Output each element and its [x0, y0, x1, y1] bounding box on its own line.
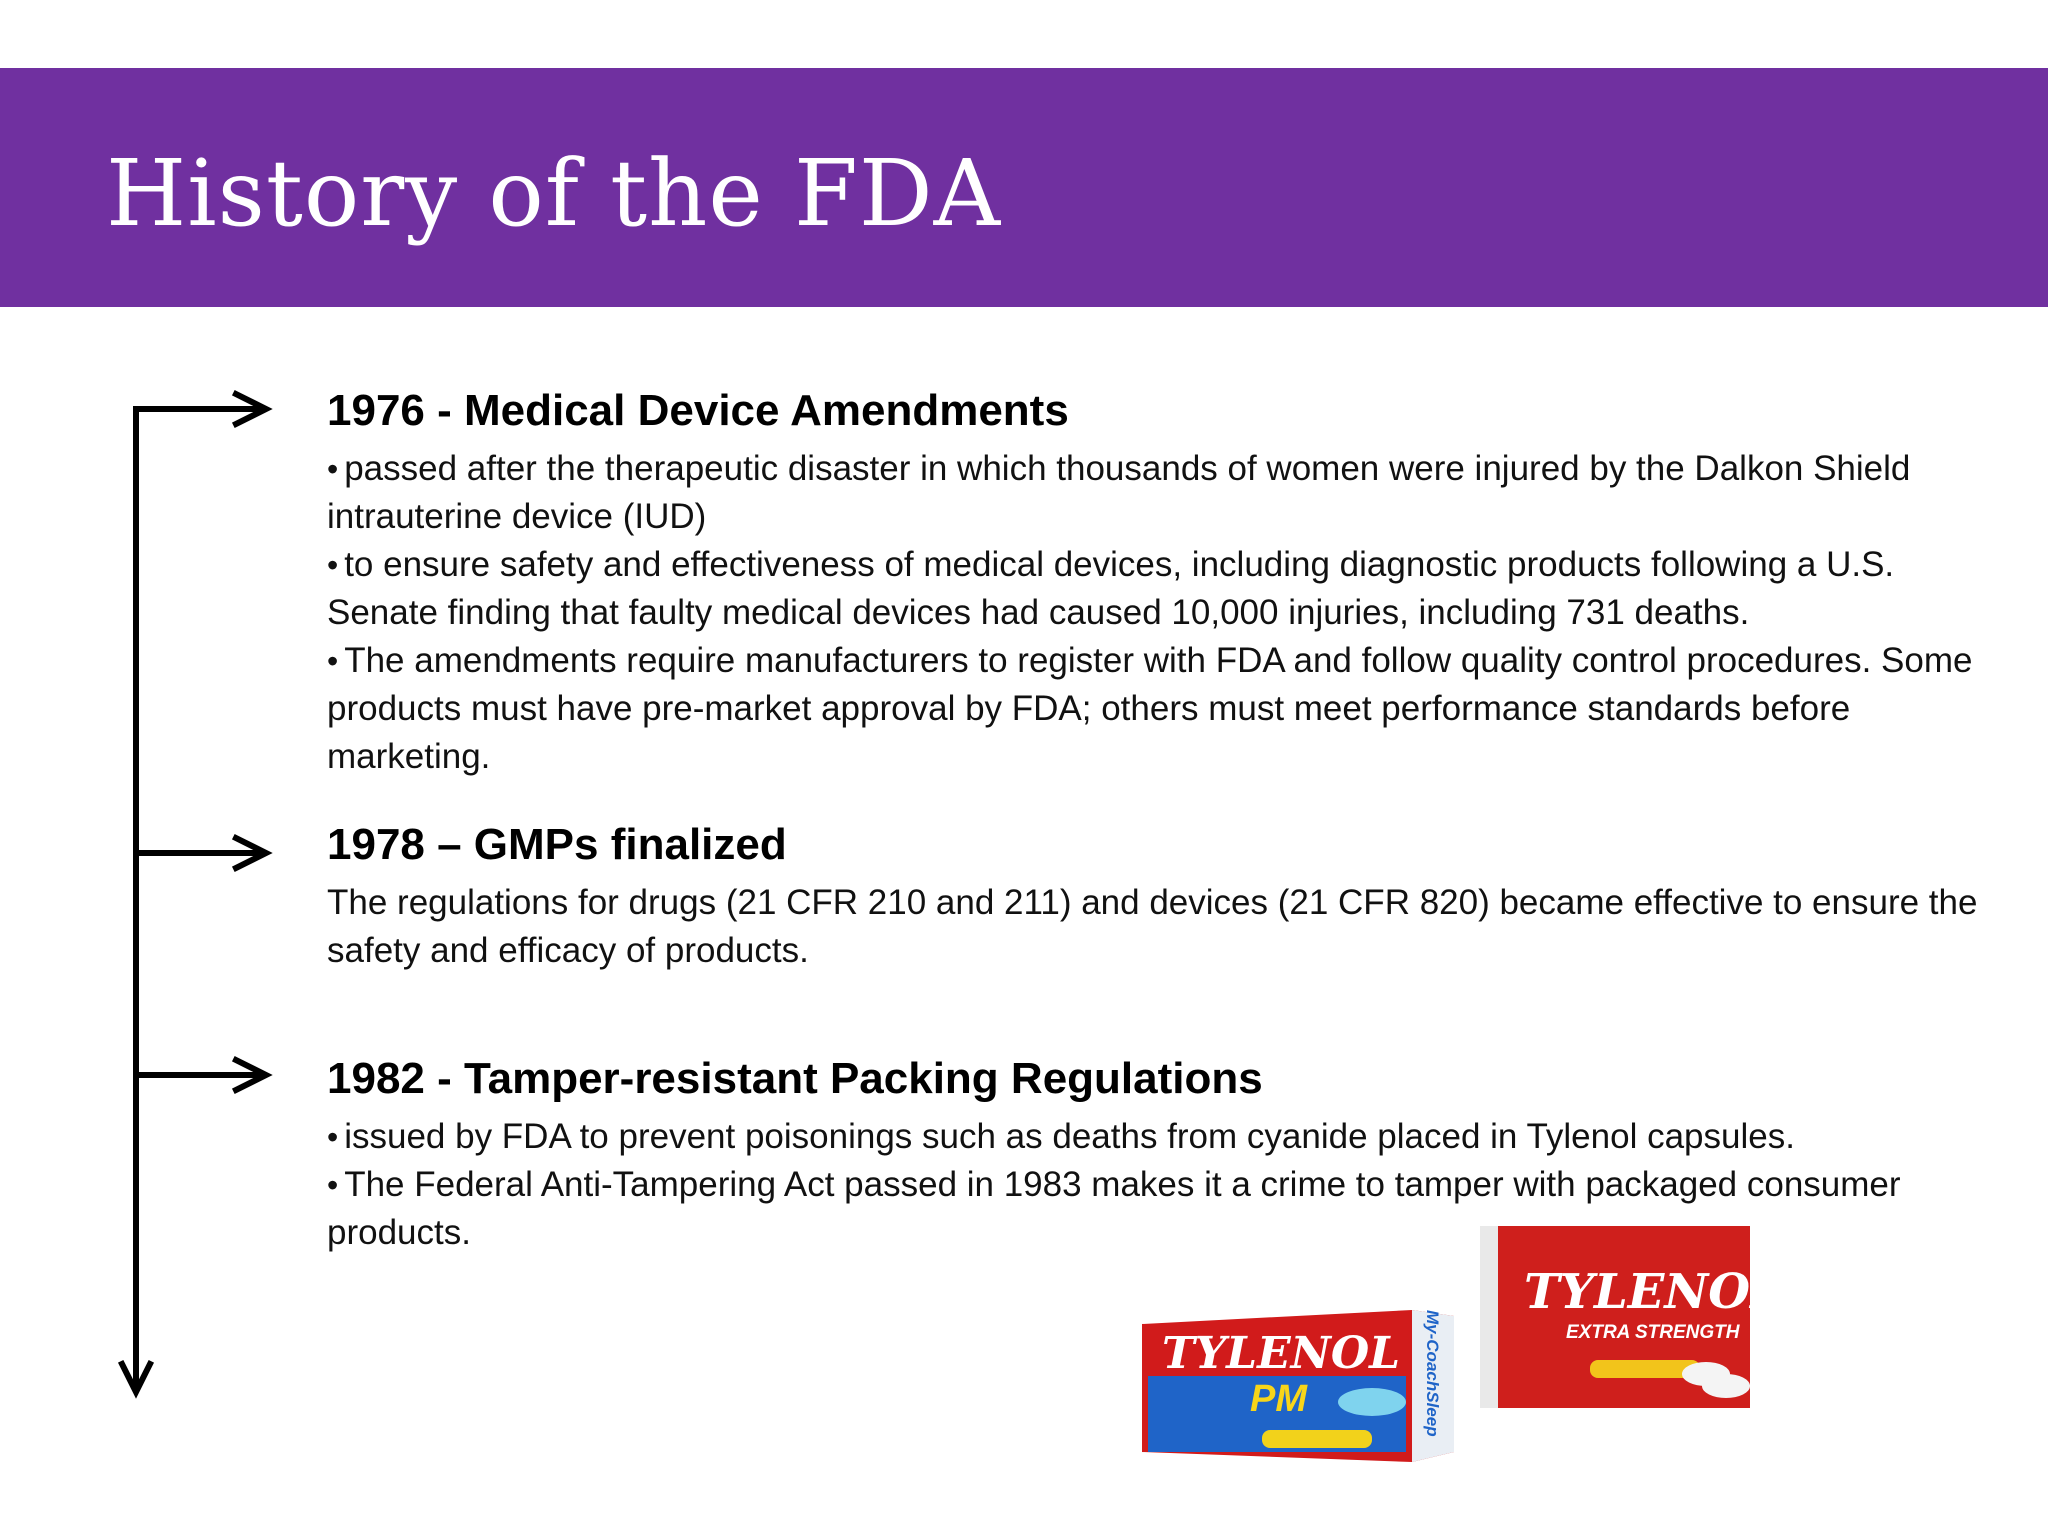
bullet-text: The Federal Anti-Tampering Act passed in 1983 makes it a crime to tamper with packaged consumer products. — [327, 1165, 1901, 1252]
section-heading: 1976 - Medical Device Amendments — [327, 386, 1069, 435]
section-heading: 1982 - Tamper-resistant Packing Regulations — [327, 1054, 1263, 1103]
bullet-item — [327, 637, 2007, 781]
variant-label: PM — [1250, 1378, 1307, 1420]
bullet-icon: • — [327, 547, 339, 583]
bullet-icon: • — [327, 451, 339, 487]
brand-label: TYLENOL — [1524, 1264, 1784, 1320]
bullet-text: passed after the therapeutic disaster in which thousands of women were injured by the Dalkon Shield intrauterine device (IUD) — [327, 449, 1911, 536]
timeline-arrow — [0, 0, 300, 1420]
bullet-item — [327, 541, 2007, 637]
section-1976 — [327, 385, 2007, 781]
bullet-item — [327, 1113, 2007, 1161]
tylenol-extra-strength-box-image — [1480, 1226, 1784, 1408]
slide-title: History of the FDA — [106, 140, 1002, 247]
bullet-text: to ensure safety and effectiveness of medical devices, including diagnostic products following a U.S. Senate finding that faulty medical devices had caused 10,000 injuries, including 731 deaths. — [327, 545, 1895, 632]
variant-label: EXTRA STRENGTH — [1566, 1322, 1740, 1343]
bullet-icon: • — [327, 643, 339, 679]
bullet-icon: • — [327, 1119, 339, 1155]
bullet-icon: • — [327, 1167, 339, 1203]
bullet-text: The amendments require manufacturers to register with FDA and follow quality control procedures. Some products must have pre-market approval by FDA; others must meet performance standards before marketing. — [327, 641, 1973, 776]
section-1982 — [327, 1053, 2007, 1257]
side-label: My-CoachSleep — [1423, 1310, 1442, 1437]
bullet-text: issued by FDA to prevent poisonings such as deaths from cyanide placed in Tylenol capsules. — [344, 1117, 1795, 1156]
bullet-item — [327, 1161, 2007, 1257]
section-text: The regulations for drugs (21 CFR 210 and 211) and devices (21 CFR 820) became effective to ensure the safety and efficacy of products. — [327, 883, 1978, 970]
bullet-item — [327, 445, 2007, 541]
section-1978 — [327, 819, 2007, 975]
tylenol-pm-box-image — [1142, 1302, 1454, 1462]
brand-label: TYLENOL — [1162, 1328, 1401, 1379]
section-heading: 1978 – GMPs finalized — [327, 820, 787, 869]
